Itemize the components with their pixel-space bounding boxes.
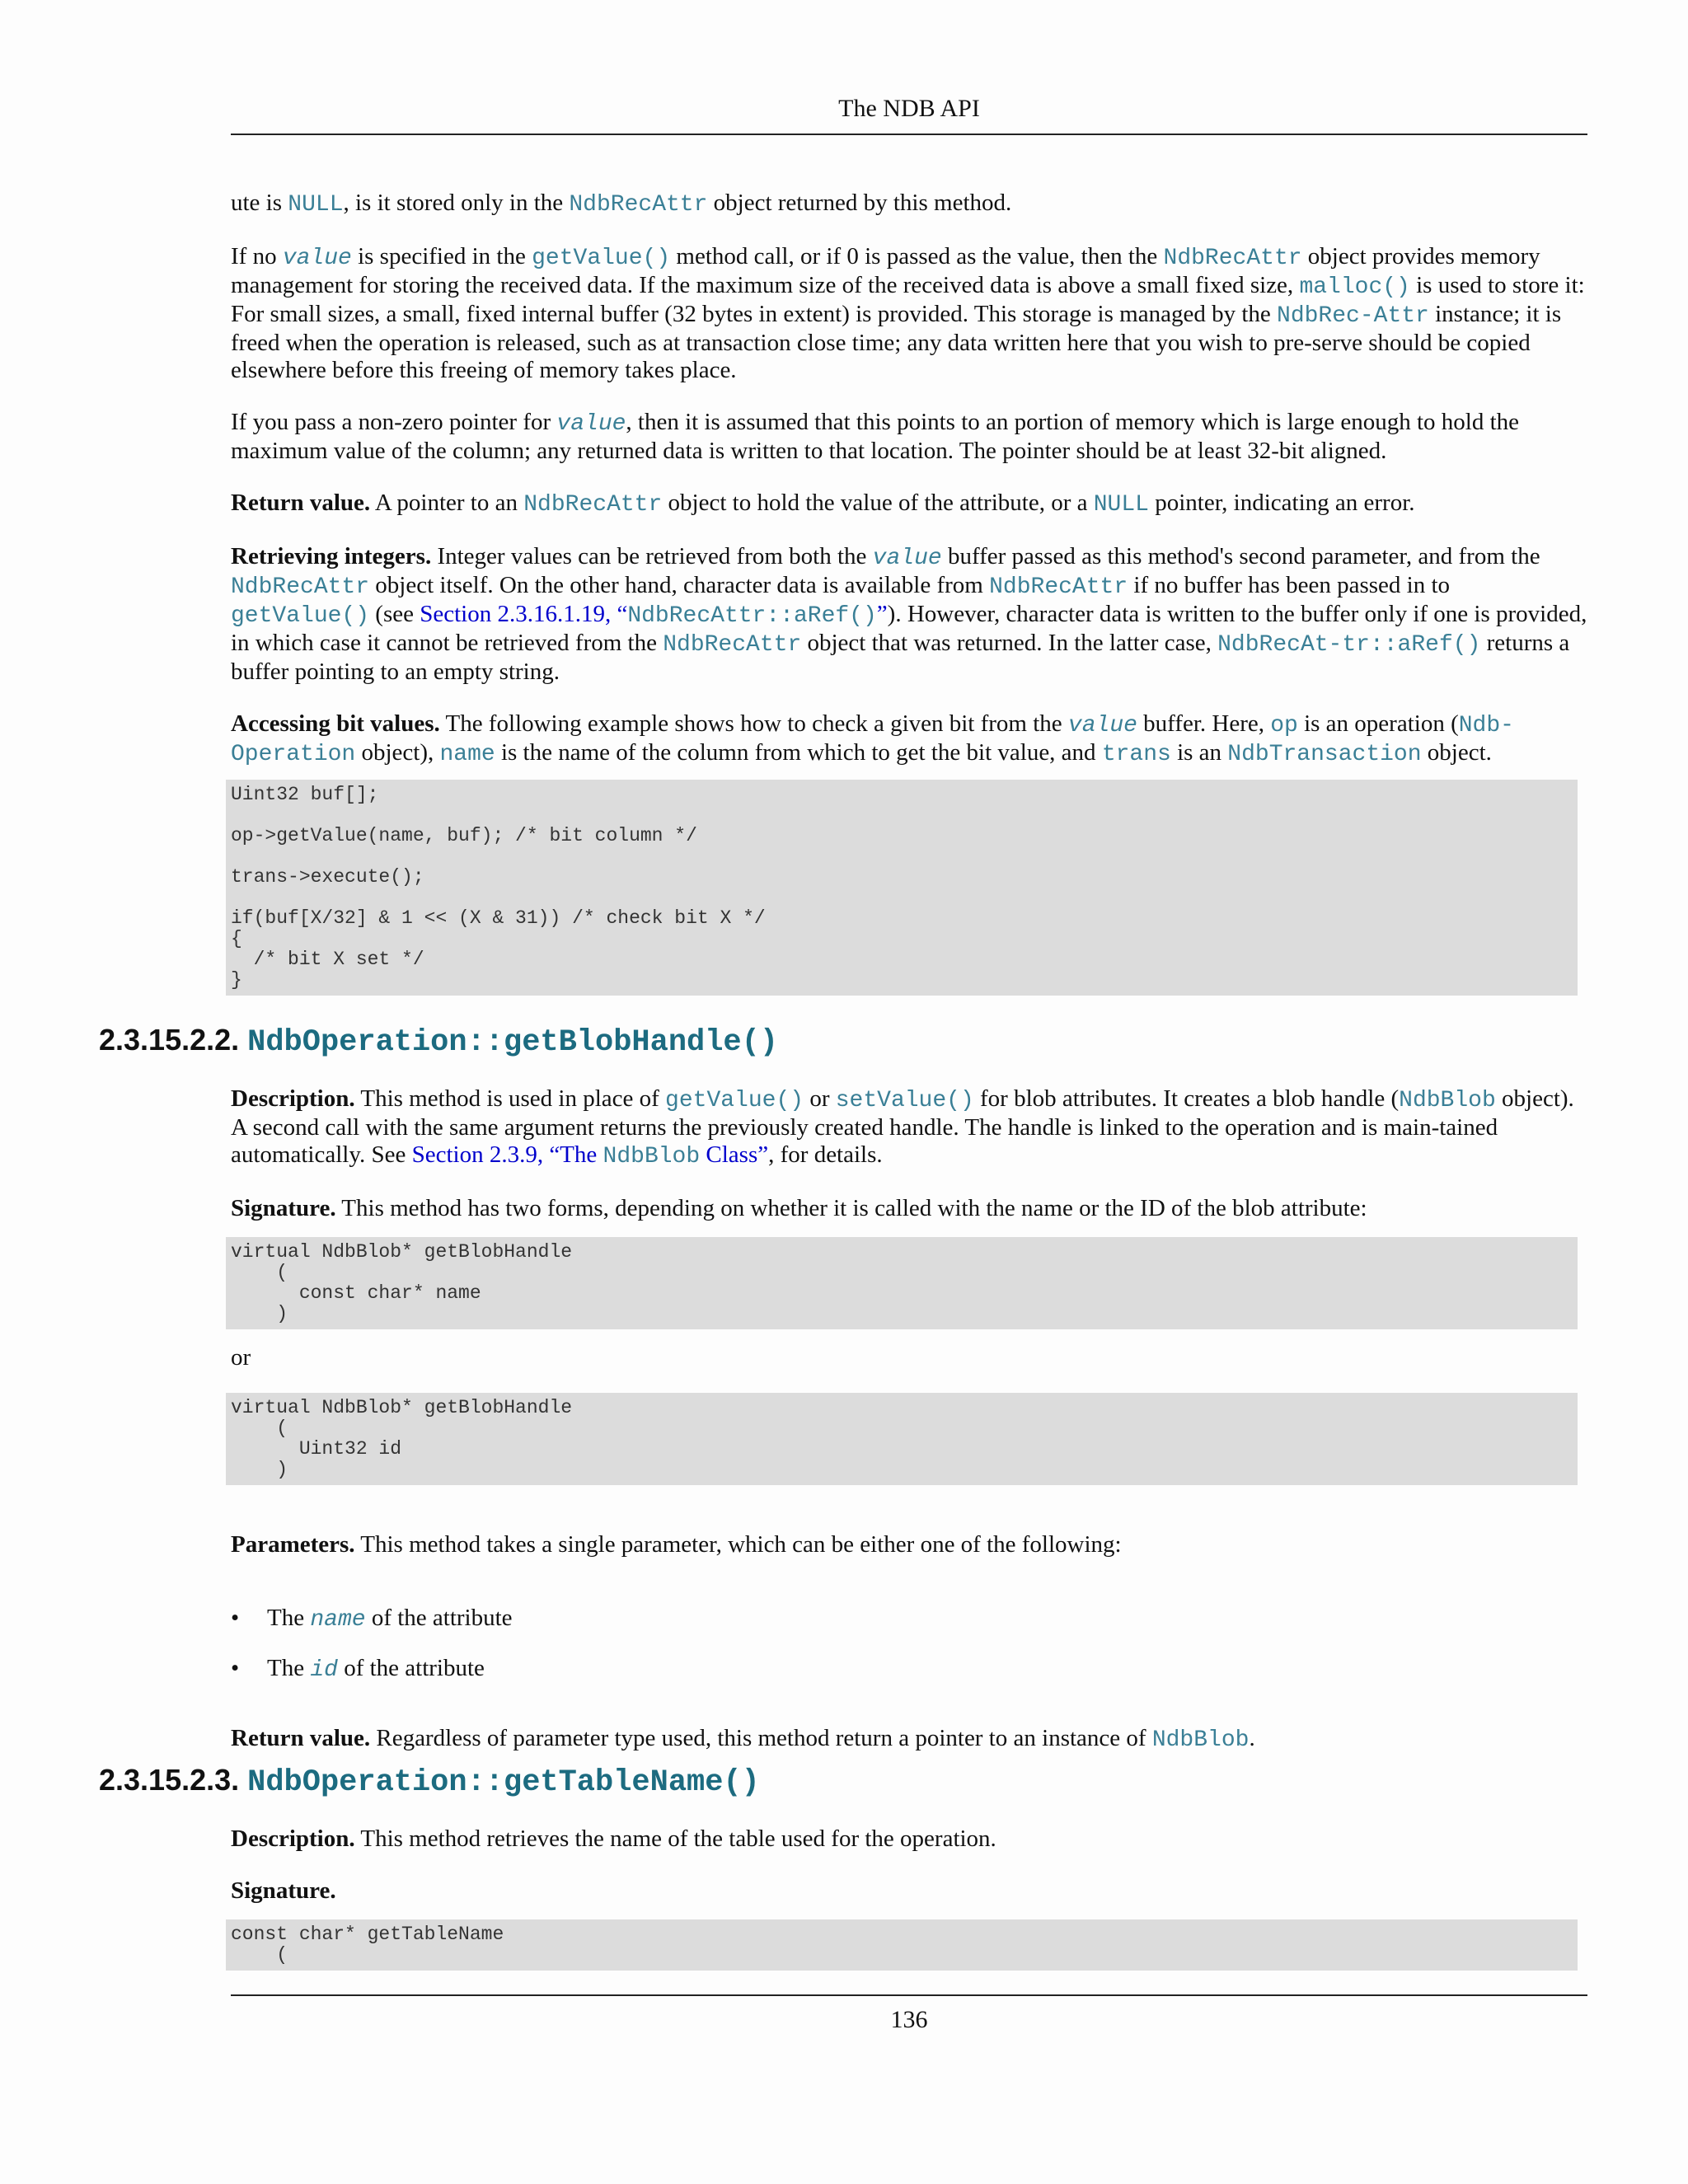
text: Regardless of parameter type used, this method return a pointer to an instance of: [370, 1725, 1152, 1751]
section-number: 2.3.15.2.2.: [99, 1023, 248, 1057]
section-heading-getblobhandle: [99, 1022, 1587, 1061]
text: pointer, indicating an error.: [1148, 490, 1415, 516]
text: object.: [1421, 739, 1492, 766]
page-footer: [231, 1994, 1587, 2034]
text: , then it is assumed that this points to an portion of memory which is large enough to hold the maximum value of the column; any returned data is written to that location. The pointer should be at least 32-bit aligned.: [231, 409, 1520, 464]
code-ndbrecattr: NdbRecAttr: [1163, 246, 1302, 271]
text: The: [267, 1605, 311, 1631]
text: object),: [355, 739, 440, 766]
text: This method retrieves the name of the table used for the operation.: [354, 1825, 996, 1852]
code-block-bit-example: Uint32 buf[]; op->getValue(name, buf); /* bit column */ trans->execute(); if(buf[X/32] & 1 << (X & 31)) /* check bit X */ { /* bit X set */ }: [226, 780, 1578, 996]
label-retrieving-integers: Retrieving integers.: [231, 543, 432, 569]
paragraph-return-value: [231, 490, 1587, 518]
text: is an: [1170, 739, 1228, 766]
section-name: NdbOperation::getTableName(): [247, 1765, 760, 1800]
code-ndbrecattr: NdbRecAttr: [663, 632, 802, 658]
text: Integer values can be retrieved from both the: [431, 543, 873, 569]
param-name: name: [310, 1607, 366, 1633]
code-ndbblob: NdbBlob: [1399, 1088, 1496, 1113]
link-text: Section 2.3.16.1.19, “: [420, 601, 628, 627]
paragraph-return-value-blob: [231, 1725, 1587, 1754]
link-code: NdbRecAttr::aRef(): [627, 603, 877, 629]
label-description: Description.: [231, 1825, 355, 1852]
code-name: name: [439, 742, 495, 767]
code-block-signature-name: virtual NdbBlob* getBlobHandle ( const char* name ): [226, 1237, 1578, 1329]
code-aref: NdbRecAt-tr::aRef(): [1217, 632, 1481, 658]
text: is used to store it: For small sizes, a small, fixed internal buffer (32 bytes in extent) is provided. This storage is managed by the: [231, 272, 1585, 327]
text: buffer. Here,: [1137, 710, 1271, 737]
text: buffer passed as this method's second parameter, and from the: [941, 543, 1540, 569]
text: is the name of the column from which to get the bit value, and: [495, 739, 1102, 766]
code-ndboperation: Ndb-Operation: [231, 713, 1514, 767]
text: if no buffer has been passed in to: [1128, 572, 1451, 598]
code-malloc: malloc(): [1299, 274, 1410, 300]
text: is specified in the: [351, 243, 532, 269]
code-block-gettablename: const char* getTableName (: [226, 1919, 1578, 1971]
label-accessing-bits: Accessing bit values.: [231, 710, 440, 737]
code-op: op: [1270, 713, 1298, 738]
text: object itself. On the other hand, character data is available from: [369, 572, 990, 598]
code-getvalue: getValue(): [231, 603, 370, 629]
page-number: 136: [890, 2006, 928, 2033]
code-setvalue: setValue(): [835, 1088, 974, 1113]
text: object provides memory management for storing the received data. If the maximum size of the received data is above a small fixed size,: [231, 243, 1540, 298]
paragraph-description: [231, 1085, 1587, 1170]
param-value: value: [1067, 713, 1137, 738]
text: A pointer to an: [370, 490, 524, 516]
param-value: value: [556, 411, 626, 437]
param-id: id: [310, 1657, 338, 1683]
param-value: value: [872, 546, 942, 571]
paragraph-signature-tablename: [231, 1877, 1587, 1905]
text: object that was returned. In the latter case,: [801, 630, 1218, 656]
text: .: [1249, 1725, 1255, 1751]
code-ndbblob: NdbBlob: [1151, 1727, 1250, 1753]
code-ndbrecattr: NdbRecAttr: [989, 574, 1128, 600]
text: returns a buffer pointing to an empty string.: [231, 630, 1570, 685]
page-content: [99, 190, 1587, 1997]
text: of the attribute: [337, 1655, 485, 1681]
paragraph-accessing-bits: [231, 710, 1587, 768]
code-trans: trans: [1101, 742, 1171, 767]
text: ute is: [231, 190, 288, 216]
text: is an operation (: [1297, 710, 1459, 737]
link-text: Class”: [700, 1141, 769, 1168]
code-ndbrecattr: NdbRecAttr: [231, 574, 370, 600]
link-section-aref[interactable]: [420, 601, 887, 627]
text: or: [804, 1085, 836, 1112]
link-section-ndbblob-class[interactable]: [412, 1141, 769, 1168]
text: , is it stored only in the: [343, 190, 570, 216]
label-return-value: Return value.: [231, 490, 371, 516]
param-value: value: [282, 246, 352, 271]
paragraph-memory-management: [231, 243, 1587, 384]
paragraph-signature: [231, 1195, 1587, 1222]
label-signature: Signature.: [231, 1195, 336, 1221]
text: If you pass a non-zero pointer for: [231, 409, 557, 435]
code-null: NULL: [1093, 492, 1149, 518]
text: This method is used in place of: [354, 1085, 666, 1112]
list-item: [231, 1655, 1587, 1684]
paragraph-retrieving-integers: [231, 543, 1587, 686]
code-ndbtransaction: NdbTransaction: [1227, 742, 1422, 767]
link-text: ”: [876, 601, 888, 627]
text: The following example shows how to check a given bit from the: [439, 710, 1068, 737]
text: object returned by this method.: [707, 190, 1012, 216]
text: (see: [369, 601, 420, 627]
text: The: [267, 1655, 311, 1681]
paragraph-description-tablename: [231, 1825, 1587, 1853]
text: ). However, character data is written to the buffer only if one is provided, in which case it cannot be retrieved from the: [231, 601, 1587, 656]
section-number: 2.3.15.2.3.: [99, 1763, 248, 1797]
code-getvalue: getValue(): [665, 1088, 804, 1113]
label-return-value: Return value.: [231, 1725, 371, 1751]
text: for blob attributes. It creates a blob handle (: [973, 1085, 1400, 1112]
text: method call, or if 0 is passed as the value, then the: [670, 243, 1164, 269]
label-signature: Signature.: [231, 1877, 336, 1904]
paragraph-or: or: [231, 1344, 251, 1371]
section-heading-gettablename: [99, 1762, 1587, 1801]
paragraph-nonzero-pointer: [231, 409, 1587, 465]
text: instance; it is freed when the operation is released, such as at transaction close time; any data written here that you wish to pre-serve should be copied elsewhere before this freeing of memory takes place.: [231, 301, 1562, 383]
parameter-list: [231, 1605, 1587, 1684]
text: of the attribute: [365, 1605, 513, 1631]
link-code: NdbBlob: [603, 1144, 701, 1169]
code-null: NULL: [288, 192, 344, 218]
paragraph-parameters: [231, 1531, 1587, 1558]
text: object to hold the value of the attribute, or a: [662, 490, 1094, 516]
link-text: Section 2.3.9, “The: [411, 1141, 603, 1168]
code-ndbrecattr: NdbRecAttr: [569, 192, 708, 218]
text: If no: [231, 243, 283, 269]
code-getvalue: getValue(): [532, 246, 671, 271]
text: , for details.: [768, 1141, 883, 1168]
code-ndbrecattr: NdbRecAttr: [523, 492, 663, 518]
text: object). A second call with the same argument returns the previously created handle. The handle is linked to the operation and is main-tained automatically. See: [231, 1085, 1574, 1168]
label-description: Description.: [231, 1085, 355, 1112]
code-ndbrecattr: NdbRec-Attr: [1277, 303, 1429, 329]
code-block-signature-id: virtual NdbBlob* getBlobHandle ( Uint32 id ): [226, 1393, 1578, 1485]
text: This method has two forms, depending on whether it is called with the name or the ID of the blob attribute:: [335, 1195, 1367, 1221]
paragraph-null-storage: [231, 190, 1587, 218]
page-header: [231, 92, 1587, 135]
header-title: The NDB API: [838, 95, 980, 122]
section-name: NdbOperation::getBlobHandle(): [247, 1025, 779, 1060]
list-item: [231, 1605, 1587, 1633]
label-parameters: Parameters.: [231, 1531, 355, 1558]
text: This method takes a single parameter, which can be either one of the following:: [354, 1531, 1122, 1558]
